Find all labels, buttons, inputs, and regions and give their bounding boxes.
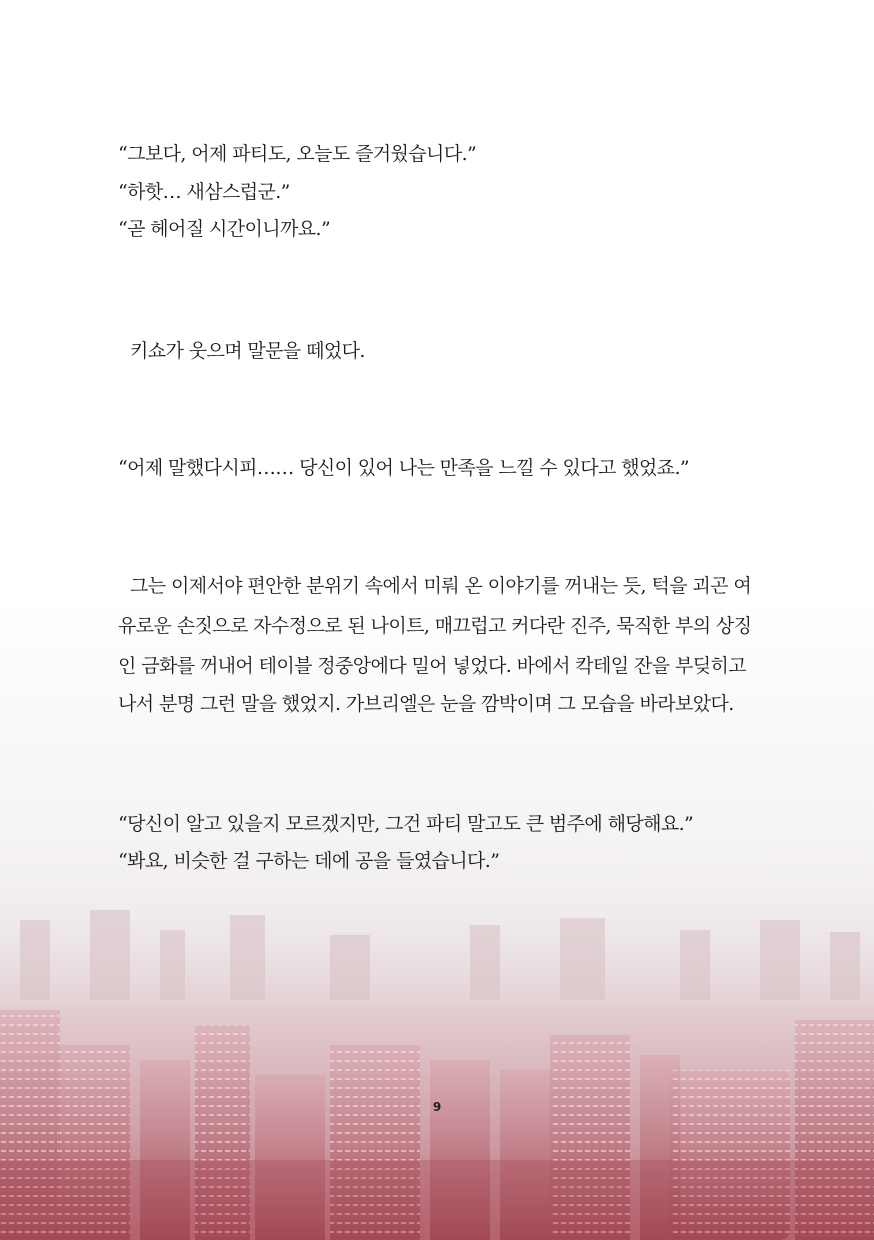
paragraph-line: 인 금화를 꺼내어 테이블 정중앙에다 밀어 넣었다. 바에서 칵테일 잔을 부딪히고 [118, 655, 746, 677]
narration-line: 키쇼가 웃으며 말문을 떼었다. [130, 340, 365, 362]
paragraph-line: 나서 분명 그런 말을 했었지. 가브리엘은 눈을 깜박이며 그 모습을 바라보았다. [118, 693, 734, 715]
dialogue-line: “봐요, 비슷한 걸 구하는 데에 공을 들였습니다.” [118, 850, 500, 872]
dialogue-line: “하핫… 새삼스럽군.” [118, 181, 290, 203]
dialogue-line: “당신이 알고 있을지 모르겠지만, 그건 파티 말고도 큰 범주에 해당해요.” [118, 813, 694, 835]
dialogue-line: “어제 말했다시피…… 당신이 있어 나는 만족을 느낄 수 있다고 했었죠.” [118, 457, 690, 479]
paragraph-line: 그는 이제서야 편안한 분위기 속에서 미뤄 온 이야기를 꺼내는 듯, 턱을 괴곤 여 [130, 575, 752, 597]
city-skyline-illustration [0, 860, 874, 1240]
dialogue-line: “곧 헤어질 시간이니까요.” [118, 218, 331, 240]
page-number: 9 [432, 1100, 442, 1114]
dialogue-line: “그보다, 어제 파티도, 오늘도 즐거웠습니다.” [118, 143, 477, 165]
paragraph-line: 유로운 손짓으로 자수정으로 된 나이트, 매끄럽고 커다란 진주, 묵직한 부의 상징 [118, 615, 752, 637]
